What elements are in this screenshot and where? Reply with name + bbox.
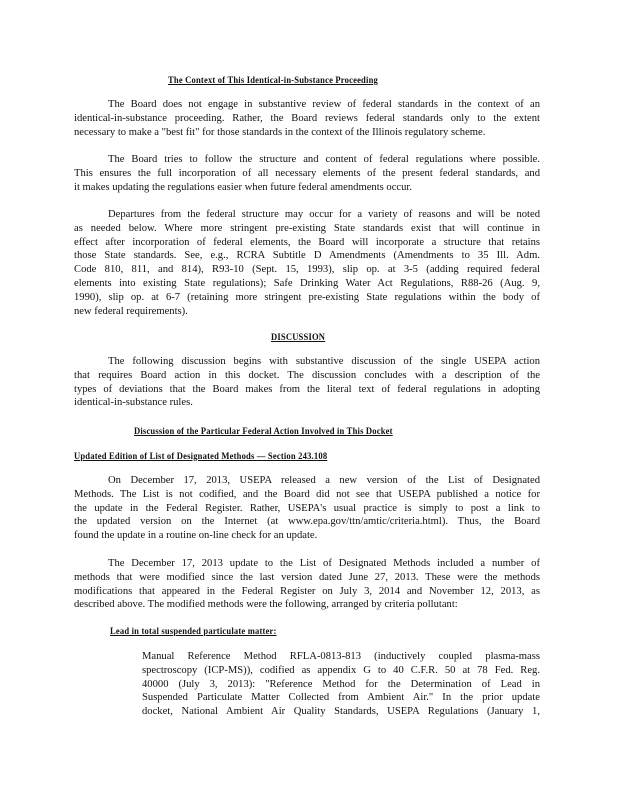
text-line: The December 17, 2013 update to the List of Designated Methods included a number of: [108, 558, 540, 569]
text-line: This ensures the full incorporation of all necessary elements of the present federal standards, and: [74, 167, 540, 179]
section-heading-discussion: DISCUSSION: [271, 332, 326, 342]
text-line: The Board does not engage in substantive review of federal standards in the context of an: [108, 99, 540, 110]
method-description-quote: [142, 650, 540, 719]
text-line: the update in the Federal Register. Rather, USEPA's usual practice is simply to post a link to: [74, 502, 540, 514]
text-line: necessary to make a "best fit" for those standards in the context of the Illinois regulatory scheme.: [74, 126, 486, 138]
text-line: 1990), slip op. at 6-7 (retaining more stringent pre-existing State regulations within the body of: [74, 291, 540, 303]
text-line: The Board tries to follow the structure and content of federal regulations where possible.: [108, 154, 540, 165]
paragraph-best-fit: [74, 98, 540, 139]
text-line: identical-in-substance proceeding. Rather, the Board reviews federal standards only to the extent: [74, 112, 540, 124]
text-line: that requires Board action in this docket. The discussion concludes with a description of the: [74, 369, 540, 381]
text-line: elements into existing State regulations); Safe Drinking Water Act Regulations, R88-26 (Aug. 9,: [74, 277, 540, 289]
text-line: described above. The modified methods were the following, arranged by criteria pollutant:: [74, 599, 458, 611]
text-line: 40000 (July 3, 2013): "Reference Method for the Determination of Lead in: [142, 678, 540, 690]
section-heading-updated-edition: Updated Edition of List of Designated Methods — Section 243.108: [74, 451, 328, 461]
text-line: identical-in-substance rules.: [74, 397, 193, 409]
text-line: types of deviations that the Board makes from the literal text of federal regulations in adopting: [74, 383, 540, 395]
text-line: Manual Reference Method RFLA-0813-813 (inductively coupled plasma-mass: [142, 651, 540, 662]
section-heading-particular: Discussion of the Particular Federal Action Involved in This Docket: [134, 426, 393, 436]
text-line: methods that were modified since the last version dated June 27, 2013. These were the methods: [74, 571, 540, 583]
text-line: as needed below. Where more stringent pre-existing State standards exist that will continue in: [74, 222, 540, 234]
text-line: Methods. The List is not codified, and the Board did not see that USEPA published a notice for: [74, 488, 540, 500]
text-line: it makes updating the regulations easier when future federal amendments occur.: [74, 181, 412, 193]
text-line: Suspended Particulate Matter Collected from Ambient Air." In the prior update: [142, 692, 540, 704]
paragraph-departures: [74, 208, 540, 318]
text-line: new federal requirements).: [74, 305, 188, 317]
section-heading-context: The Context of This Identical-in-Substance Proceeding: [168, 75, 378, 85]
pollutant-heading-lead: Lead in total suspended particulate matter:: [110, 626, 277, 636]
text-line: Code 810, 811, and 814), R93-10 (Sept. 15, 1993), slip op. at 3-5 (adding required federal: [74, 264, 540, 276]
paragraph-discussion-intro: [74, 355, 540, 410]
paragraph-december-release: [74, 474, 540, 543]
text-line: Departures from the federal structure may occur for a variety of reasons and will be noted: [108, 209, 540, 220]
text-line: effect after incorporation of federal elements, the Board will incorporate a structure that retains: [74, 236, 540, 248]
text-line: docket, National Ambient Air Quality Standards, USEPA Regulations (January 1,: [142, 706, 540, 718]
paragraph-structure: [74, 153, 540, 194]
text-line: found the update in a routine on-line check for an update.: [74, 530, 318, 542]
text-line: The following discussion begins with substantive discussion of the single USEPA action: [108, 356, 540, 367]
text-line: spectroscopy (ICP-MS)), codified as appendix G to 40 C.F.R. 50 at 78 Fed. Reg.: [142, 664, 540, 676]
text-line: On December 17, 2013, USEPA released a new version of the List of Designated: [108, 475, 540, 486]
text-line: the updated version on the Internet (at www.epa.gov/ttn/amtic/criteria.html). Thus, the Board: [74, 516, 540, 528]
paragraph-modified-methods: [74, 557, 540, 612]
text-line: modifications that appeared in the Federal Register on July 3, 2014 and November 12, 2013, as: [74, 585, 540, 597]
text-line: those State standards. See, e.g., RCRA Subtitle D Amendments (Amendments to 35 Ill. Adm.: [74, 250, 540, 262]
